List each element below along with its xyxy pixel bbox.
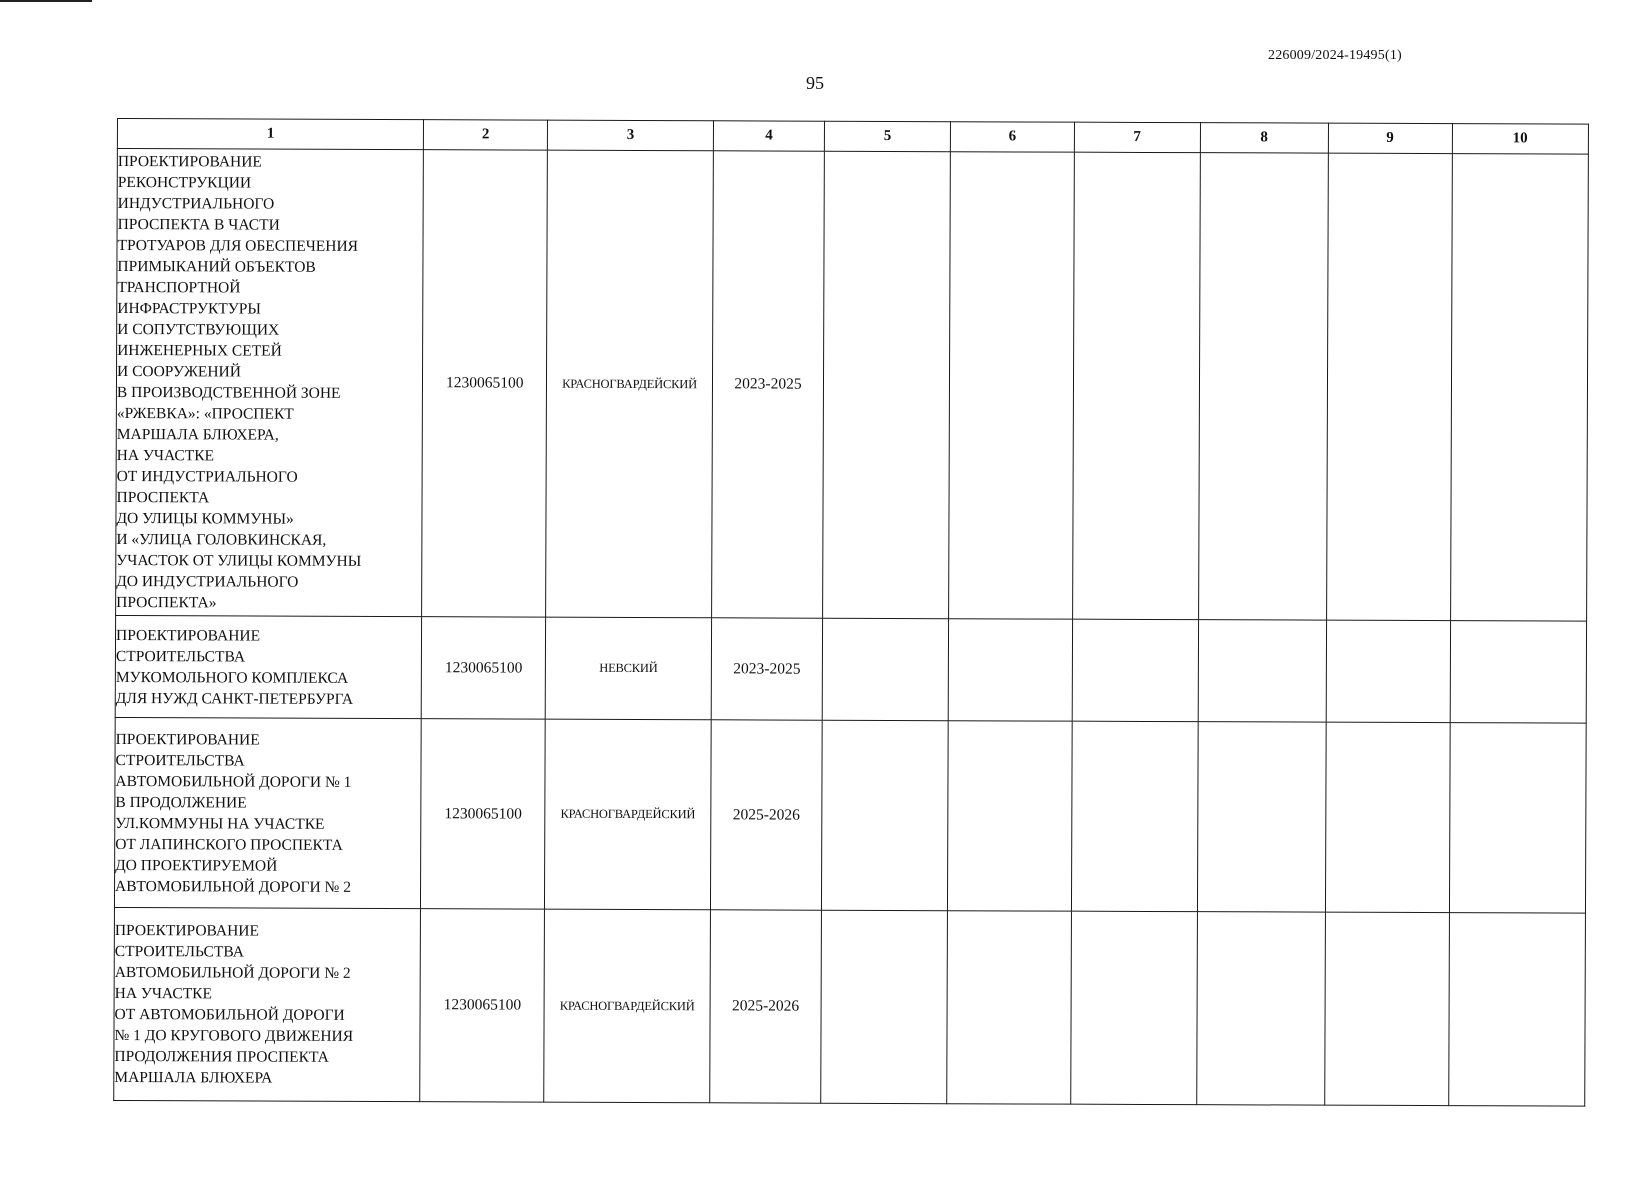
empty-cell bbox=[821, 910, 948, 1103]
empty-cell bbox=[1196, 912, 1325, 1105]
table-row bbox=[114, 907, 1586, 1106]
project-name-cell: ПРОЕКТИРОВАНИЕ СТРОИТЕЛЬСТВА МУКОМОЛЬНОГО КОМПЛЕКСА ДЛЯ НУЖД САНКТ-ПЕТЕРБУРГА bbox=[115, 615, 422, 718]
empty-cell bbox=[1449, 723, 1586, 914]
project-name-cell: ПРОЕКТИРОВАНИЕ СТРОИТЕЛЬСТВА АВТОМОБИЛЬНОЙ ДОРОГИ № 1 В ПРОДОЛЖЕНИЕ УЛ.КОММУНЫ НА УЧАСТКЕ ОТ ЛАПИНСКОГО ПРОСПЕКТА ДО ПРОЕКТИРУЕМОЙ АВТОМОБИЛЬНОЙ ДОРОГИ № 2 bbox=[114, 717, 421, 908]
table-row bbox=[114, 717, 1586, 913]
empty-cell bbox=[822, 618, 948, 720]
period-cell: 2025-2026 bbox=[710, 910, 822, 1103]
empty-cell bbox=[947, 911, 1072, 1104]
empty-cell bbox=[1326, 620, 1450, 722]
empty-cell bbox=[1450, 154, 1588, 622]
column-header: 8 bbox=[1200, 123, 1328, 153]
empty-cell bbox=[1071, 911, 1198, 1104]
column-header: 7 bbox=[1074, 122, 1200, 152]
empty-cell bbox=[1448, 913, 1585, 1107]
empty-cell bbox=[1072, 152, 1200, 619]
table-row bbox=[116, 149, 1589, 622]
empty-cell bbox=[949, 152, 1075, 619]
empty-cell bbox=[1198, 153, 1328, 620]
district-cell: КРАСНОГВАРДЕЙСКИЙ bbox=[545, 719, 711, 910]
column-header: 4 bbox=[713, 121, 824, 151]
table-row bbox=[115, 615, 1586, 723]
empty-cell bbox=[1326, 153, 1452, 620]
budget-code-cell: 1230065100 bbox=[422, 617, 546, 719]
column-header: 5 bbox=[825, 121, 951, 151]
empty-cell bbox=[1324, 912, 1449, 1105]
district-cell: НЕВСКИЙ bbox=[545, 617, 711, 720]
column-header: 6 bbox=[950, 122, 1074, 152]
district-cell: КРАСНОГВАРДЕЙСКИЙ bbox=[546, 150, 714, 618]
budget-code-cell: 1230065100 bbox=[422, 150, 548, 617]
empty-cell bbox=[822, 720, 949, 910]
period-cell: 2023-2025 bbox=[711, 618, 823, 720]
empty-cell bbox=[948, 619, 1072, 721]
column-header: 9 bbox=[1328, 123, 1452, 153]
district-cell: КРАСНОГВАРДЕЙСКИЙ bbox=[544, 909, 711, 1103]
empty-cell bbox=[823, 151, 951, 618]
page-number: 95 bbox=[806, 73, 824, 93]
column-header: 10 bbox=[1452, 124, 1589, 155]
empty-cell bbox=[1325, 722, 1450, 912]
empty-cell bbox=[1071, 721, 1198, 911]
project-name-cell: ПРОЕКТИРОВАНИЕ РЕКОНСТРУКЦИИ ИНДУСТРИАЛЬНОГО ПРОСПЕКТА В ЧАСТИ ТРОТУАРОВ ДЛЯ ОБЕСПЕЧЕНИЯ ПРИМЫКАНИЙ ОБЪЕКТОВ ТРАНСПОРТНОЙ ИНФРАСТРУКТУРЫ И СОПУТСТВУЮЩИХ ИНЖЕНЕРНЫХ СЕТЕЙ И СООРУЖЕНИЙ В ПРОИЗВОДСТВЕННОЙ ЗОНЕ «РЖЕВКА»: «ПРОСПЕКТ МАРШАЛА БЛЮХЕРА, НА УЧАСТКЕ ОТ ИНДУСТРИАЛЬНОГО ПРОСПЕКТА ДО УЛИЦЫ КОММУНЫ» И «УЛИЦА ГОЛОВКИНСКАЯ, УЧАСТОК ОТ УЛИЦЫ КОММУНЫ ДО ИНДУСТРИАЛЬНОГО ПРОСПЕКТА» bbox=[116, 149, 424, 617]
column-header: 2 bbox=[424, 120, 548, 150]
period-cell: 2025-2026 bbox=[710, 720, 822, 910]
column-header: 3 bbox=[548, 120, 714, 151]
project-name-cell: ПРОЕКТИРОВАНИЕ СТРОИТЕЛЬСТВА АВТОМОБИЛЬНОЙ ДОРОГИ № 2 НА УЧАСТКЕ ОТ АВТОМОБИЛЬНОЙ ДОРОГИ № 1 ДО КРУГОВОГО ДВИЖЕНИЯ ПРОДОЛЖЕНИЯ ПРОСПЕКТА МАРШАЛА БЛЮХЕРА bbox=[114, 907, 421, 1101]
empty-cell bbox=[1197, 722, 1326, 912]
empty-cell bbox=[1198, 620, 1326, 722]
data-table bbox=[113, 118, 1589, 1107]
empty-cell bbox=[1450, 621, 1587, 724]
empty-cell bbox=[1072, 619, 1198, 721]
scan-edge-mark bbox=[0, 0, 92, 2]
registration-number: 226009/2024-19495(1) bbox=[1268, 48, 1402, 63]
column-header: 1 bbox=[117, 119, 423, 150]
budget-code-cell: 1230065100 bbox=[420, 909, 545, 1102]
period-cell: 2023-2025 bbox=[712, 151, 825, 618]
budget-code-cell: 1230065100 bbox=[421, 719, 546, 909]
empty-cell bbox=[947, 721, 1072, 911]
